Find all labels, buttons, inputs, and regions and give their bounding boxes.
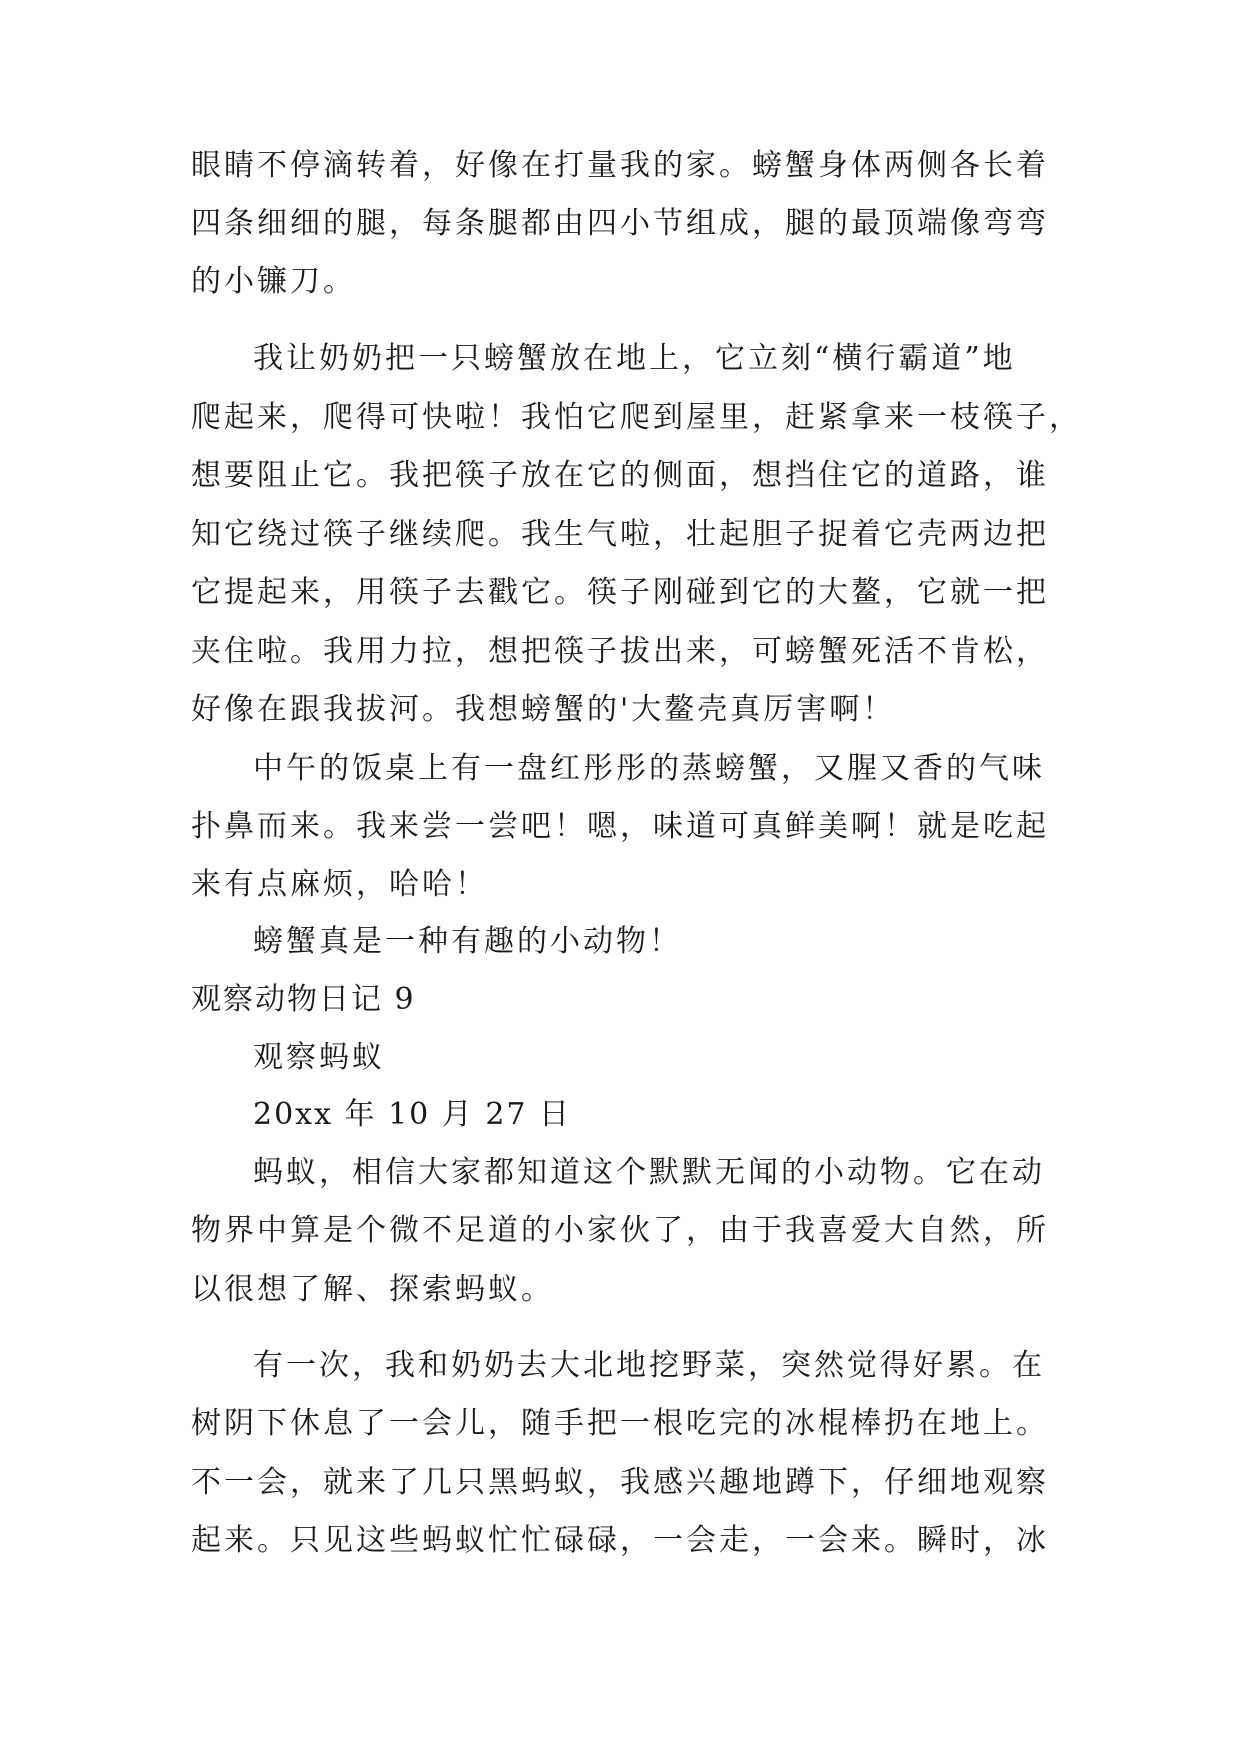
text-line: 物界中算是个微不足道的小家伙了，由于我喜爱大自然，所 xyxy=(191,1213,1049,1248)
text-line: 夹住啦。我用力拉，想把筷子拔出来，可螃蟹死活不肯松， xyxy=(191,634,1049,669)
section-heading: 观察动物日记 9 xyxy=(191,982,416,1017)
text-line: 四条细细的腿，每条腿都由四小节组成，腿的最顶端像弯弯 xyxy=(191,206,1049,241)
text-line: 想要阻止它。我把筷子放在它的侧面，想挡住它的道路，谁 xyxy=(191,458,1049,493)
text-line: 起来。只见这些蚂蚁忙忙碌碌，一会走，一会来。瞬时，冰 xyxy=(191,1523,1049,1558)
text-line: 来有点麻烦，哈哈！ xyxy=(191,867,488,902)
text-line: 的小镰刀。 xyxy=(191,264,356,299)
text-line: 以很想了解、探索蚂蚁。 xyxy=(191,1272,554,1307)
paragraph-first-line: 中午的饭桌上有一盘红彤彤的蒸螃蟹，又腥又香的气味 xyxy=(253,751,1045,786)
text-line: 好像在跟我拔河。我想螃蟹的'大鳌壳真厉害啊！ xyxy=(191,692,896,727)
paragraph-first-line: 螃蟹真是一种有趣的小动物！ xyxy=(253,924,682,959)
text-line: 它提起来，用筷子去戳它。筷子刚碰到它的大鳌，它就一把 xyxy=(191,575,1049,610)
entry-title: 观察蚂蚁 xyxy=(253,1040,385,1075)
text-line: 不一会，就来了几只黑蚂蚁，我感兴趣地蹲下，仔细地观察 xyxy=(191,1465,1049,1500)
paragraph-first-line: 有一次，我和奶奶去大北地挖野菜，突然觉得好累。在 xyxy=(253,1348,1045,1383)
entry-date: 20xx 年 10 月 27 日 xyxy=(253,1097,572,1132)
text-line: 眼睛不停滴转着，好像在打量我的家。螃蟹身体两侧各长着 xyxy=(191,148,1049,183)
text-line: 爬起来，爬得可快啦！我怕它爬到屋里，赶紧拿来一枝筷子， xyxy=(191,400,1082,435)
text-line: 树阴下休息了一会儿，随手把一根吃完的冰棍棒扔在地上。 xyxy=(191,1406,1049,1441)
paragraph-first-line: 蚂蚁，相信大家都知道这个默默无闻的小动物。它在动 xyxy=(253,1155,1045,1190)
text-line: 扑鼻而来。我来尝一尝吧！嗯，味道可真鲜美啊！就是吃起 xyxy=(191,809,1049,844)
text-line: 知它绕过筷子继续爬。我生气啦，壮起胆子捉着它壳两边把 xyxy=(191,517,1049,552)
paragraph-first-line: 我让奶奶把一只螃蟹放在地上，它立刻“横行霸道”地 xyxy=(253,341,1016,376)
